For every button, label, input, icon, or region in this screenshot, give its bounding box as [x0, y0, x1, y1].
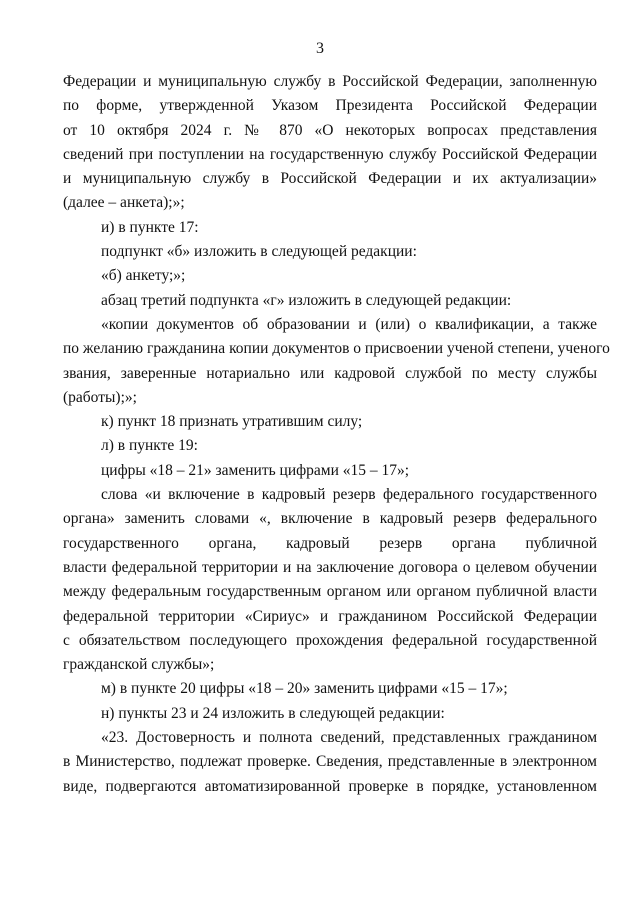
- text-line: по желанию гражданина копии документов о присвоении ученой степени, ученого: [63, 340, 610, 358]
- text-line: с обязательством последующего прохождения федеральной государственной: [63, 631, 597, 649]
- text-line: цифры «18 – 21» заменить цифрами «15 – 17»;: [101, 461, 410, 479]
- text-line: м) в пункте 20 цифры «18 – 20» заменить цифрами «15 – 17»;: [101, 680, 508, 698]
- text-line: звания, заверенные нотариально или кадровой службой по месту службы: [63, 364, 597, 382]
- text-line: (далее – анкета);»;: [63, 194, 185, 212]
- text-line: «копии документов об образовании и (или) о квалификации, а также: [101, 315, 597, 333]
- text-line: к) пункт 18 признать утратившим силу;: [101, 413, 363, 431]
- text-line: в Министерство, подлежат проверке. Сведения, представленные в электронном: [63, 753, 597, 771]
- text-line: подпункт «б» изложить в следующей редакции:: [101, 243, 417, 261]
- text-line: государственного органа, кадровый резерв органа публичной: [63, 534, 597, 552]
- page-number: 3: [316, 40, 324, 57]
- body-text: [63, 70, 610, 799]
- text-line: по форме, утвержденной Указом Президента Российской Федерации: [63, 97, 597, 115]
- text-line: «23. Достоверность и полнота сведений, представленных гражданином: [101, 729, 597, 747]
- text-line: от 10 октября 2024 г. № 870 «О некоторых вопросах представления: [63, 121, 597, 139]
- text-line: (работы);»;: [63, 388, 137, 406]
- text-line: сведений при поступлении на государственную службу Российской Федерации: [63, 145, 597, 163]
- text-line: н) пункты 23 и 24 изложить в следующей редакции:: [101, 704, 445, 722]
- text-line: Федерации и муниципальную службу в Российской Федерации, заполненную: [63, 73, 597, 90]
- text-line: и муниципальную службу в Российской Федерации и их актуализации»: [63, 170, 597, 188]
- text-line: гражданской службы»;: [63, 656, 215, 674]
- text-line: л) в пункте 19:: [101, 437, 198, 455]
- text-line: власти федеральной территории и на заключение договора о целевом обучении: [63, 558, 597, 576]
- text-line: «б) анкету;»;: [101, 267, 186, 285]
- text-line: виде, подвергаются автоматизированной проверке в порядке, установленном: [63, 777, 597, 795]
- text-line: абзац третий подпункта «г» изложить в следующей редакции:: [101, 291, 512, 309]
- text-line: федеральной территории «Сириус» и гражданином Российской Федерации: [63, 607, 597, 625]
- text-line: органа» заменить словами «, включение в кадровый резерв федерального: [63, 510, 597, 528]
- text-line: и) в пункте 17:: [101, 218, 199, 236]
- text-line: между федеральным государственным органом или органом публичной власти: [63, 583, 597, 601]
- text-line: слова «и включение в кадровый резерв федерального государственного: [101, 486, 597, 504]
